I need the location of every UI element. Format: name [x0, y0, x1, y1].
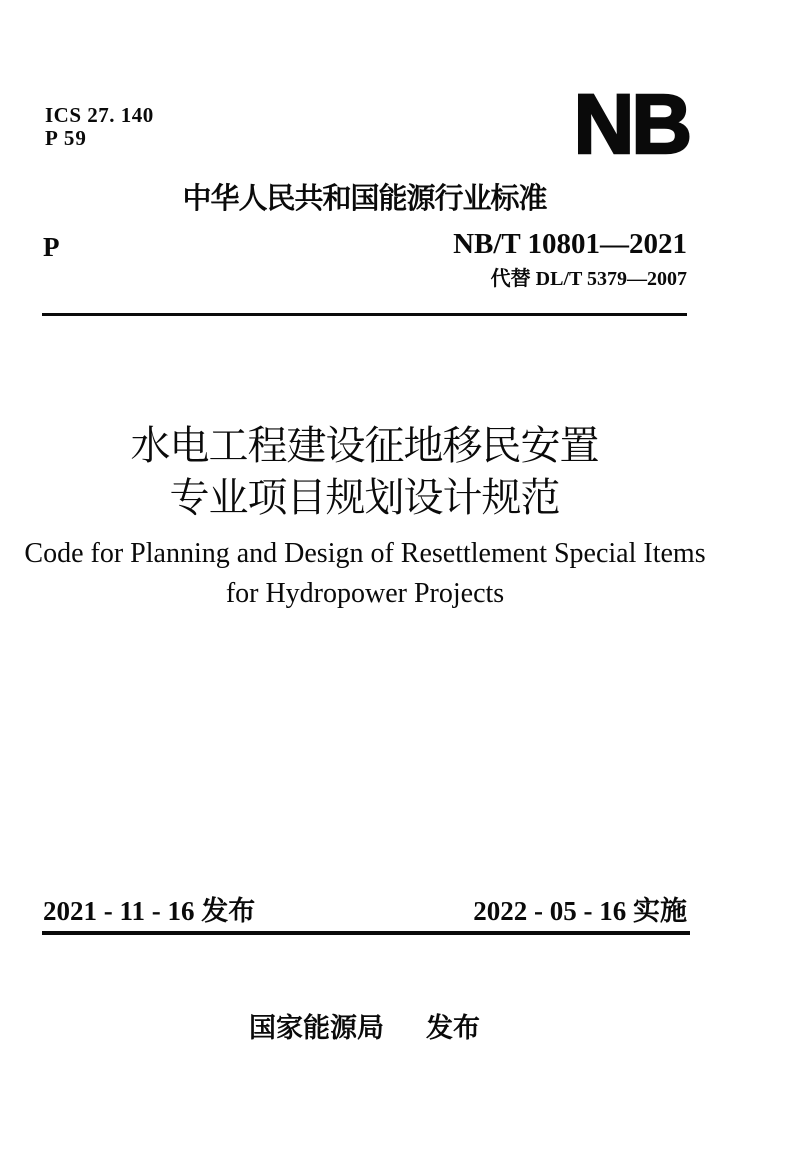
issuer-line [42, 1012, 687, 1044]
footer-rule [42, 931, 690, 935]
issuing-authority: 国家能源局 [249, 1013, 384, 1043]
classification-code: P 59 [45, 126, 87, 150]
title-chinese [42, 420, 687, 524]
issue-date: 2021 - 11 - 16 发布 [43, 896, 256, 926]
title-english [0, 534, 730, 614]
header-rule [42, 313, 687, 316]
ics-code: ICS 27. 140 [45, 103, 154, 127]
replaced-standard: 代替 DL/T 5379—2007 [490, 268, 687, 290]
title-cn-line1: 水电工程建设征地移民安置 [130, 423, 599, 468]
nb-logo: NB [573, 77, 689, 171]
title-cn-line2: 专业项目规划设计规范 [169, 475, 560, 520]
implementation-date: 2022 - 05 - 16 实施 [473, 896, 687, 926]
classification-letter: P [43, 232, 60, 262]
title-en-line2: for Hydropower Projects [225, 578, 505, 609]
publish-label: 发布 [426, 1013, 480, 1043]
title-en-line1: Code for Planning and Design of Resettlement Special Items [24, 538, 706, 569]
standard-number: NB/T 10801—2021 [453, 228, 687, 260]
standard-category-title: 中华人民共和国能源行业标准 [182, 183, 547, 215]
dates-row [43, 896, 687, 926]
